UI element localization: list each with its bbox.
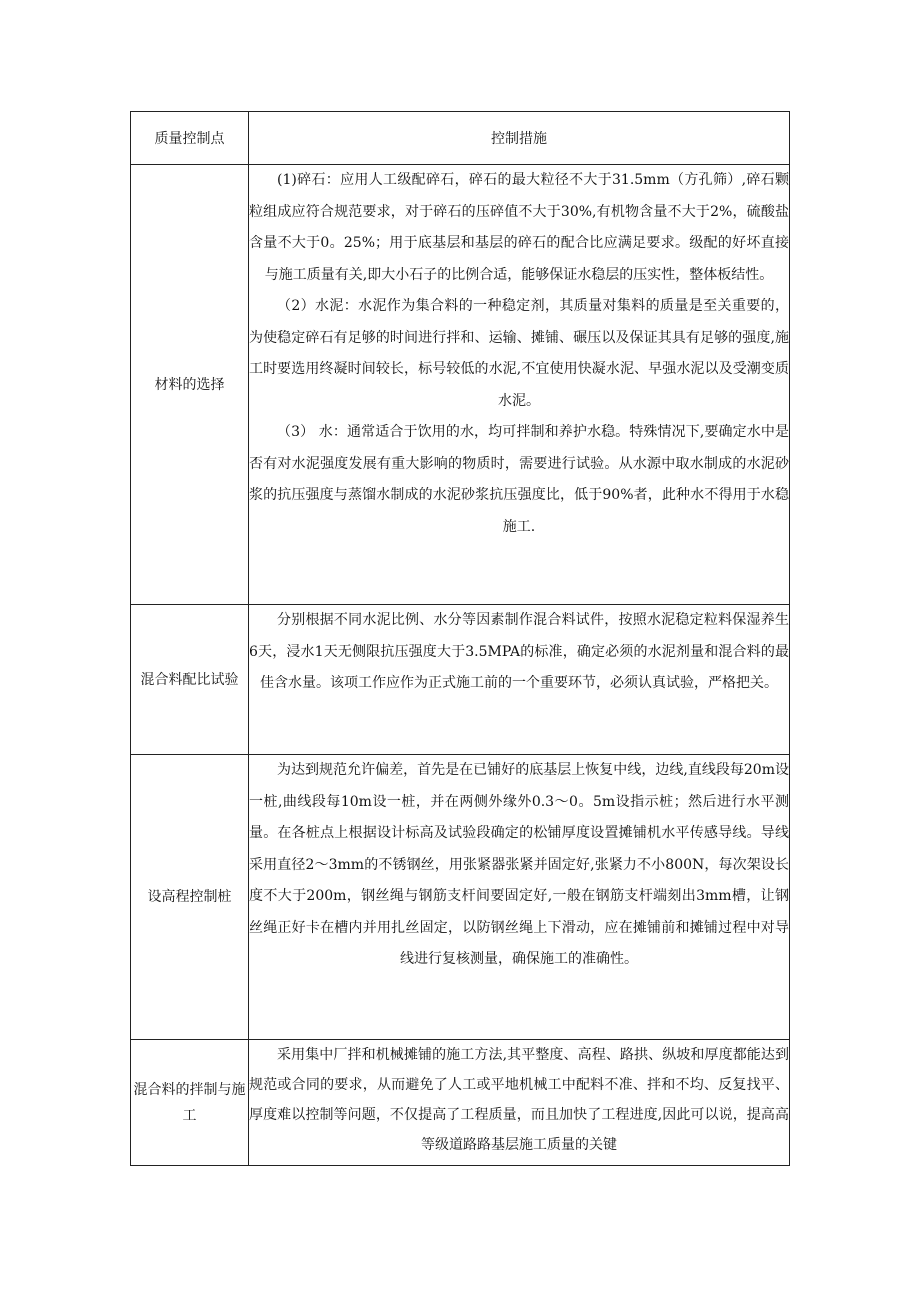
row-label: 材料的选择 bbox=[131, 165, 249, 605]
header-control-measures: 控制措施 bbox=[249, 112, 790, 165]
row-content bbox=[249, 755, 790, 1040]
paragraph: 采用集中厂拌和机械摊铺的施工方法,其平整度、高程、路拱、纵坡和厚度都能达到规范或合同的要求，从而避免了人工或平地机械工中配料不准、拌和不均、反复找平、厚度难以控制等问题，不仅提高了工程质量，而且加快了工程进度,因此可以说，提高高等级道路路基层施工质量的关键 bbox=[249, 1047, 789, 1153]
row-label: 混合料的拌制与施工 bbox=[131, 1040, 249, 1166]
paragraph: （3） 水：通常适合于饮用的水，均可拌制和养护水稳。特殊情况下,要确定水中是否有对水泥强度发展有重大影响的物质时，需要进行试验。从水源中取水制成的水泥砂浆的抗压强度与蒸馏水制成的水泥砂浆抗压强度比，低于90%者，此种水不得用于水稳施工. bbox=[249, 424, 789, 535]
paragraph: 为达到规范允许偏差，首先是在已铺好的底基层上恢复中线，边线,直线段每20m设一桩,曲线段每10m设一桩，并在两侧外缘外0.3～0。5m设指示桩；然后进行水平测量。在各桩点上根据设计标高及试验段确定的松铺厚度设置摊铺机水平传感导线。导线采用直径2～3mm的不锈钢丝，用张紧器张紧并固定好,张紧力不小800N，每次架设长度不大于200m，钢丝绳与钢筋支杆间要固定好,一般在钢筋支杆端刻出3mm槽，让钢丝绳正好卡在槽内并用扎丝固定，以防钢丝绳上下滑动，应在摊铺前和摊铺过程中对导线进行复核测量，确保施工的准确性。 bbox=[249, 762, 789, 967]
row-label: 混合料配比试验 bbox=[131, 605, 249, 755]
row-content bbox=[249, 1040, 790, 1166]
paragraph: （2）水泥：水泥作为集合料的一种稳定剂，其质量对集料的质量是至关重要的，为使稳定碎石有足够的时间进行拌和、运输、摊铺、碾压以及保证其具有足够的强度,施工时要选用终凝时间较长，标号较低的水泥,不宜使用快凝水泥、早强水泥以及受潮变质水泥。 bbox=[249, 298, 789, 409]
row-label: 设高程控制桩 bbox=[131, 755, 249, 1040]
table-row bbox=[131, 165, 790, 605]
table-row bbox=[131, 1040, 790, 1166]
table-row bbox=[131, 605, 790, 755]
paragraph: (1)碎石：应用人工级配碎石，碎石的最大粒径不大于31.5mm（方孔筛）,碎石颗粒组成应符合规范要求，对于碎石的压碎值不大于30%,有机物含量不大于2%，硫酸盐含量不大于0。25%；用于底基层和基层的碎石的配合比应满足要求。级配的好坏直接与施工质量有关,即大小石子的比例合适，能够保证水稳层的压实性，整体板结性。 bbox=[249, 172, 789, 283]
header-quality-control-point: 质量控制点 bbox=[131, 112, 249, 165]
table-header-row bbox=[131, 112, 790, 165]
row-content bbox=[249, 165, 790, 605]
quality-control-table bbox=[130, 111, 790, 1166]
row-content bbox=[249, 605, 790, 755]
paragraph: 分别根据不同水泥比例、水分等因素制作混合料试件，按照水泥稳定粒料保湿养生6天，浸水1天无侧限抗压强度大于3.5MPA的标准，确定必须的水泥剂量和混合料的最佳含水量。该项工作应作为正式施工前的一个重要环节，必须认真试验，严格把关。 bbox=[249, 612, 789, 691]
table-row bbox=[131, 755, 790, 1040]
